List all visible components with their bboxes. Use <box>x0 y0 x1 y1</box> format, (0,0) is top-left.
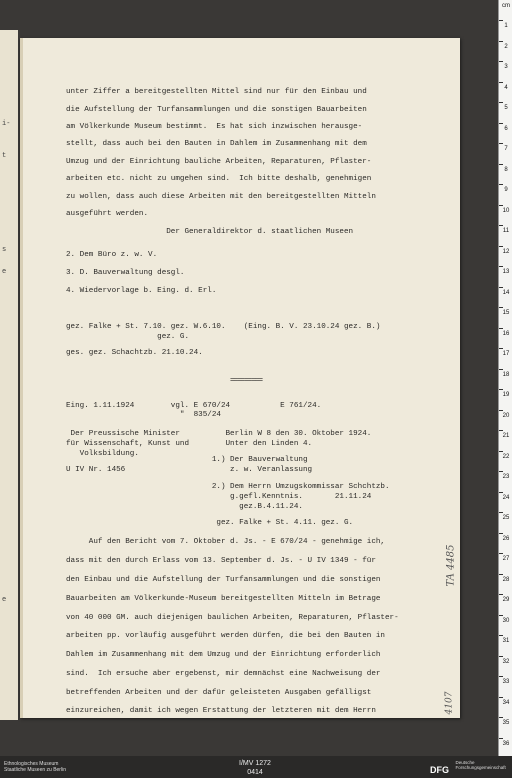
text-line: sind. Ich ersuche aber ergebenst, mir demnächst eine Nachweisung der <box>66 670 381 678</box>
ruler-tick-label: 3 <box>504 64 508 70</box>
handwritten-note: TA 4485 <box>445 544 457 587</box>
ruler-tick <box>499 553 503 554</box>
museum-name: Ethnologisches Museum <box>4 761 59 767</box>
handwritten-note: 4107 <box>444 691 455 715</box>
text-line: 2. Dem Büro z. w. V. <box>66 251 158 259</box>
letterhead-line: Volksbildung. <box>66 450 139 458</box>
back-page-fragment: t <box>2 152 7 160</box>
ruler-tick <box>499 266 503 267</box>
signature-line: Der Generaldirektor d. staatlichen Museen <box>66 228 354 236</box>
ruler-tick <box>499 656 503 657</box>
ruler-tick <box>499 574 503 575</box>
ruler-tick-label: 20 <box>502 412 510 419</box>
ruler-tick-label: 11 <box>502 228 510 234</box>
ruler-tick-label: 18 <box>502 371 510 378</box>
ruler-tick <box>499 697 503 698</box>
ruler-tick <box>499 615 503 616</box>
text-line: einzureichen, damit ich wegen Erstattung der letzteren mit dem Herrn <box>66 707 376 715</box>
ruler-tick-label: 31 <box>502 638 510 644</box>
text-line: betreffenden Arbeiten und der dafür geleisteten Ausgaben gefälligst <box>66 689 372 697</box>
ruler-tick <box>499 369 503 370</box>
text-line: unter Ziffer a bereitgestellten Mittel sind nur für den Einbau und <box>66 88 367 96</box>
page-edge <box>20 38 23 718</box>
ruler-tick <box>499 594 503 595</box>
ruler-tick <box>499 61 503 62</box>
ruler-tick-label: 17 <box>502 351 510 357</box>
ruler-tick-label: 9 <box>504 187 508 193</box>
ruler-tick <box>499 389 503 390</box>
museum-org: Staatliche Museen zu Berlin <box>4 767 66 773</box>
ruler-tick-label: 4 <box>504 84 508 91</box>
text-line: gez. Falke + St. 7.10. gez. W.6.10. (Eing. B. V. 23.10.24 gez. B.) <box>66 323 381 331</box>
letterhead-line: für Wissenschaft, Kunst und Unter den Linden 4. <box>66 440 313 448</box>
ruler-tick <box>499 492 503 493</box>
text-line: gez.B.4.11.24. <box>66 503 303 511</box>
text-line: 1.) Der Bauverwaltung <box>66 456 308 464</box>
text-line: Umzug und der Einrichtung bauliche Arbeiten, Reparaturen, Pflaster- <box>66 158 372 166</box>
ruler-tick-label: 5 <box>504 105 508 111</box>
ruler-tick <box>499 246 503 247</box>
ruler-tick-label: 35 <box>502 720 510 726</box>
text-line: gez. Falke + St. 4.11. gez. G. <box>66 519 354 527</box>
ruler-tick <box>499 430 503 431</box>
ruler-tick-label: 28 <box>502 576 510 583</box>
ruler-tick <box>499 164 503 165</box>
ruler-tick <box>499 512 503 513</box>
text-line: den Einbau und die Aufstellung der Turfansammlungen und die sonstigen <box>66 576 381 584</box>
back-page-fragment: e <box>2 268 7 276</box>
text-line: 4. Wiedervorlage b. Eing. d. Erl. <box>66 287 217 295</box>
museum-credit <box>4 761 66 773</box>
ruler-tick-label: 25 <box>502 515 510 521</box>
dfg-name-line: Forschungsgemeinschaft <box>455 765 506 770</box>
ruler-tick <box>499 102 503 103</box>
text-line: die Aufstellung der Turfansammlungen und die sonstigen Bauarbeiten <box>66 106 367 114</box>
ruler-tick-label: 14 <box>502 289 510 296</box>
ruler-tick-label: 21 <box>502 433 510 439</box>
back-page-fragment: s <box>2 246 7 254</box>
text-line: g.gefl.Kenntnis. 21.11.24 <box>66 493 372 501</box>
ruler-tick-label: 19 <box>502 392 510 398</box>
catalog-number: I/MV 1272 <box>239 760 271 767</box>
text-line: Auf den Bericht vom 7. Oktober d. Js. - E 670/24 - genehmige ich, <box>66 538 385 546</box>
text-line: ausgeführt werden. <box>66 210 149 218</box>
ruler-tick-label: 16 <box>502 330 510 337</box>
dfg-name-line: Deutsche <box>455 760 475 765</box>
back-page-fragment: e <box>2 596 7 604</box>
text-line: am Völkerkunde Museum bestimmt. Es hat sich inzwischen herausge- <box>66 123 363 131</box>
ruler-tick <box>499 307 503 308</box>
text-line: stellt, dass auch bei den Bauten in Dahlem im Zusammenhang mit dem <box>66 140 367 148</box>
catalog-id <box>220 759 290 777</box>
section-divider: ========= <box>230 377 263 385</box>
ruler-tick-label: 2 <box>504 43 508 50</box>
ruler-tick-label: 29 <box>502 597 510 603</box>
text-line: zu wollen, dass auch diese Arbeiten mit den bereitgestellten Mitteln <box>66 193 376 201</box>
ruler-tick <box>499 471 503 472</box>
previous-page-edge <box>0 30 18 720</box>
ruler-tick-label: 1 <box>504 23 508 29</box>
text-line: Eing. 1.11.1924 vgl. E 670/24 E 761/24. <box>66 402 322 410</box>
ruler-tick-label: 8 <box>504 166 508 173</box>
text-line: von 40 000 GM. auch diejenigen baulichen Arbeiten, Reparaturen, Pflaster- <box>66 614 399 622</box>
ruler-tick-label: 30 <box>502 617 510 624</box>
text-line: " 835/24 <box>66 411 221 419</box>
ruler-tick <box>499 225 503 226</box>
ruler-tick-label: 33 <box>502 679 510 685</box>
ruler-tick-label: 26 <box>502 535 510 542</box>
ruler-tick <box>499 20 503 21</box>
ruler-tick-label: 34 <box>502 699 510 706</box>
ruler-unit: cm <box>502 3 510 9</box>
ruler-tick <box>499 533 503 534</box>
footer-bar <box>0 756 512 778</box>
ruler-tick-label: 7 <box>504 146 508 152</box>
ruler-tick <box>499 635 503 636</box>
dfg-logo <box>430 760 506 778</box>
ruler-tick-label: 27 <box>502 556 510 562</box>
ruler-tick-label: 12 <box>502 248 510 255</box>
ruler-tick <box>499 82 503 83</box>
text-line: 2.) Dem Herrn Umzugskommissar Schchtzb. <box>66 483 390 491</box>
text-line: ges. gez. Schachtzb. 21.10.24. <box>66 349 203 357</box>
text-line: arbeiten pp. vorläufig ausgeführt werden dürfen, die bei den Bauten in <box>66 632 385 640</box>
text-line: Bauarbeiten am Völkerkunde-Museum bereitgestellten Mitteln im Betrage <box>66 595 381 603</box>
ruler-tick-label: 32 <box>502 658 510 665</box>
ruler-tick <box>499 451 503 452</box>
ruler-tick <box>499 287 503 288</box>
text-line: Dahlem im Zusammenhang mit dem Umzug und der Einrichtung erforderlich <box>66 651 381 659</box>
text-line: dass mit den durch Erlass vom 13. September d. Js. - U IV 1349 - für <box>66 557 376 565</box>
ruler-tick <box>499 41 503 42</box>
ruler-tick <box>499 717 503 718</box>
measurement-ruler <box>498 0 512 778</box>
back-page-fragment: i- <box>2 120 11 128</box>
text-line: 3. D. Bauverwaltung desgl. <box>66 269 185 277</box>
ruler-tick-label: 36 <box>502 740 510 747</box>
text-line: arbeiten etc. nicht zu umgehen sind. Ich bitte deshalb, genehmigen <box>66 175 372 183</box>
ruler-tick-label: 23 <box>502 474 510 480</box>
ruler-tick <box>499 143 503 144</box>
ruler-tick-label: 24 <box>502 494 510 501</box>
page-number: 0414 <box>247 769 263 776</box>
dfg-logo-text: DFG <box>430 765 449 775</box>
ruler-tick <box>499 738 503 739</box>
ruler-tick <box>499 410 503 411</box>
ruler-tick-label: 13 <box>502 269 510 275</box>
ruler-tick <box>499 676 503 677</box>
letterhead-line: Der Preussische Minister Berlin W 8 den 30. Oktober 1924. <box>66 430 372 438</box>
text-line: gez. G. <box>66 333 190 341</box>
reference-number: U IV Nr. 1456 z. w. Veranlassung <box>66 466 313 474</box>
ruler-tick <box>499 123 503 124</box>
ruler-tick <box>499 205 503 206</box>
ruler-tick-label: 6 <box>504 125 508 132</box>
ruler-tick <box>499 184 503 185</box>
ruler-tick-label: 22 <box>502 453 510 460</box>
ruler-tick <box>499 328 503 329</box>
ruler-tick-label: 15 <box>502 310 510 316</box>
ruler-tick-label: 10 <box>502 207 510 214</box>
ruler-tick <box>499 348 503 349</box>
